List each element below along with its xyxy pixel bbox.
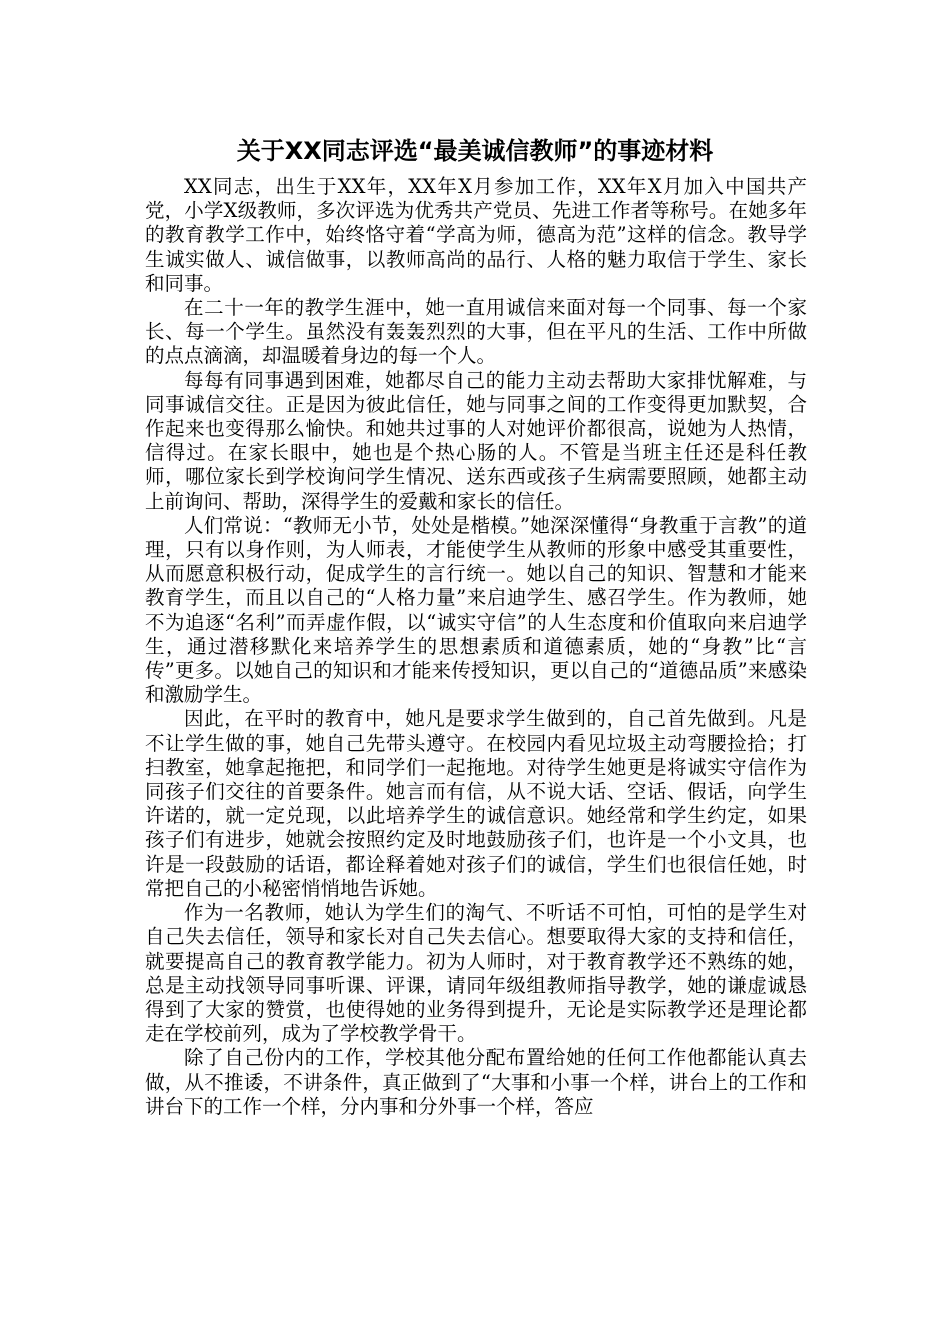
paragraph: 作为一名教师，她认为学生们的淘气、不听话不可怕，可怕的是学生对自己失去信任，领导和家长对自己失去信心。想要取得大家的支持和信任，就要提高自己的教育教学能力。初为人师时，对于教育教学还不熟练的她，总是主动找领导同事听课、评课，请同年级组教师指导教学，她的谦虚诚恳得到了大家的赞赏，也使得她的业务得到提升，无论是实际教学还是理论都走在学校前列，成为了学校教学骨干。	[145, 901, 807, 1046]
document-title: 关于XX同志评选“最美诚信教师”的事迹材料	[236, 137, 714, 165]
paragraph: 每每有同事遇到困难，她都尽自己的能力主动去帮助大家排忧解难，与同事诚信交往。正是因为彼此信任，她与同事之间的工作变得更加默契，合作起来也变得那么愉快。和她共过事的人对她评价都很高，说她为人热情，信得过。在家长眼中，她也是个热心肠的人。不管是当班主任还是科任教师，哪位家长到学校询问学生情况、送东西或孩子生病需要照顾，她都主动上前询问、帮助，深得学生的爱戴和家长的信任。	[145, 368, 807, 513]
paragraph: 除了自己份内的工作，学校其他分配布置给她的任何工作他都能认真去做，从不推诿，不讲条件，真正做到了“大事和小事一个样，讲台上的工作和讲台下的工作一个样，分内事和分外事一个样，答应	[145, 1046, 807, 1118]
paragraph: 在二十一年的教学生涯中，她一直用诚信来面对每一个同事、每一个家长、每一个学生。虽然没有轰轰烈烈的大事，但在平凡的生活、工作中所做的点点滴滴，却温暖着身边的每一个人。	[145, 296, 807, 368]
paragraph: 人们常说：“教师无小节，处处是楷模。”她深深懂得“身教重于言教”的道理，只有以身作则，为人师表，才能使学生从教师的形象中感受其重要性，从而愿意积极行动，促成学生的言行统一。她以自己的知识、智慧和才能来教育学生，而且以自己的“人格力量”来启迪学生、感召学生。作为教师，她不为追逐“名利”而弄虚作假，以“诚实守信”的人生态度和价值取向来启迪学生，通过潜移默化来培养学生的思想素质和道德素质，她的“身教”比“言传”更多。以她自己的知识和才能来传授知识，更以自己的“道德品质”来感染和激励学生。	[145, 513, 807, 707]
paragraph: XX同志，出生于XX年，XX年X月参加工作，XX年X月加入中国共产党，小学X级教师，多次评选为优秀共产党员、先进工作者等称号。在她多年的教育教学工作中，始终恪守着“学高为师，德高为范”这样的信念。教导学生诚实做人、诚信做事，以教师高尚的品行、人格的魅力取信于学生、家长和同事。	[145, 175, 807, 295]
document-body	[145, 175, 807, 1119]
paragraph: 因此，在平时的教育中，她凡是要求学生做到的，自己首先做到。凡是不让学生做的事，她自己先带头遵守。在校园内看见垃圾主动弯腰捡拾；打扫教室，她拿起拖把，和同学们一起拖地。对待学生她更是将诚实守信作为同孩子们交往的首要条件。她言而有信，从不说大话、空话、假话，向学生许诺的，就一定兑现，以此培养学生的诚信意识。她经常和学生约定，如果孩子们有进步，她就会按照约定及时地鼓励孩子们，也许是一个小文具，也许是一段鼓励的话语，都诠释着她对孩子们的诚信，学生们也很信任她，时常把自己的小秘密悄悄地告诉她。	[145, 707, 807, 900]
